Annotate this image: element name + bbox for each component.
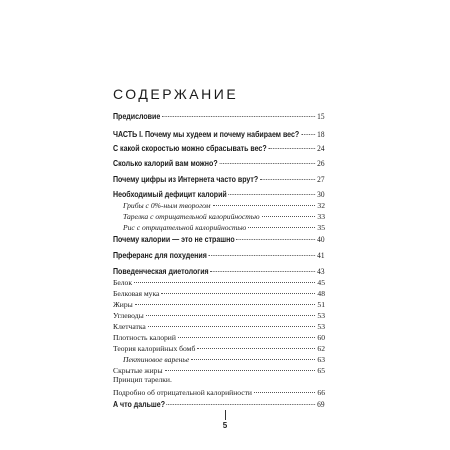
toc-entry-title: Почему калории — это не страшно (113, 235, 235, 245)
dot-leader (262, 208, 316, 217)
dot-leader (148, 318, 316, 327)
toc-entry-title: Преферанс для похудения (113, 251, 207, 261)
toc-entry-title: Грибы с 0%-ным творогом (123, 200, 211, 210)
page-number: 5 (222, 421, 228, 430)
toc-page-number: 27 (317, 174, 325, 185)
toc-page-number: 15 (317, 111, 325, 122)
toc-entry (113, 173, 325, 184)
dot-leader (162, 108, 315, 117)
dot-leader (146, 307, 316, 316)
dot-leader (228, 186, 315, 195)
toc-page-number: 18 (317, 129, 325, 140)
toc-entry-title: ЧАСТЬ I. Почему мы худеем и почему набираем вес? (113, 130, 300, 140)
toc-page-number: 24 (317, 143, 325, 154)
toc-entry-title: Белок (113, 277, 133, 287)
toc-entry-title: Подробно об отрицательной калорийности (113, 387, 252, 397)
toc-entry-title: Клетчатка (113, 321, 146, 331)
dot-leader (167, 396, 316, 405)
toc-entry-title: Углеводы (113, 310, 144, 320)
toc-entry-title: Пектиновое варенье (123, 354, 190, 364)
toc-entry-title: Принцип тарелки. (113, 375, 172, 384)
toc-entry-preface (113, 110, 325, 121)
page-title: СОДЕРЖАНИЕ (113, 86, 239, 102)
toc-page-number: 65 (317, 365, 325, 375)
toc-entry-title: Предисловие (113, 112, 161, 122)
toc-entry (113, 233, 325, 244)
dot-leader (260, 171, 316, 180)
toc-subentry (113, 221, 325, 232)
toc-entry-title: Тарелка с отрицательной калорийностью (123, 211, 260, 221)
toc-entry-title: С какой скоростью можно сбрасывать вес? (113, 144, 267, 154)
toc-entry-title: Рис с отрицательной калорийностью (123, 222, 247, 232)
toc-entry-title: Белковая мука (113, 288, 160, 298)
toc-page-number: 63 (317, 354, 325, 364)
toc-page-number: 33 (317, 211, 325, 221)
toc-subentry (113, 386, 325, 397)
toc-page-number: 69 (317, 399, 325, 410)
toc-page-number: 32 (317, 200, 325, 210)
dot-leader (209, 247, 316, 256)
dot-leader (219, 155, 315, 164)
dot-leader (213, 197, 316, 206)
toc-page-number: 30 (317, 189, 325, 200)
dot-leader (248, 219, 315, 228)
dot-leader (301, 126, 315, 135)
dot-leader (135, 296, 316, 305)
toc-page-number: 43 (317, 266, 325, 277)
dot-leader (268, 140, 315, 149)
toc-entry-title: Теория калорийных бомб (113, 343, 196, 353)
toc-subentry (113, 364, 325, 375)
toc-page-number: 41 (317, 250, 325, 261)
toc-entry-title: А что дальше? (113, 400, 166, 410)
toc-page-number: 48 (317, 288, 325, 298)
toc-subentry (113, 375, 325, 384)
dot-leader (165, 362, 316, 371)
toc-entry (113, 249, 325, 260)
dot-leader (178, 329, 315, 338)
toc-entry-title: Скрытые жиры (113, 365, 163, 375)
toc-page-number: 60 (317, 332, 325, 342)
dot-leader (134, 274, 315, 283)
dot-leader (210, 263, 315, 272)
dot-leader (254, 384, 315, 393)
toc-page-number: 26 (317, 158, 325, 169)
toc-entry (113, 142, 325, 153)
dot-leader (236, 231, 315, 240)
toc-entry-title: Сколько калорий вам можно? (113, 159, 218, 169)
toc-entry-title: Плотность калорий (113, 332, 176, 342)
dot-leader (161, 285, 315, 294)
toc-page-number: 45 (317, 277, 325, 287)
toc-page-number: 51 (317, 299, 325, 309)
toc-entry-title: Почему цифры из Интернета часто врут? (113, 175, 259, 185)
dot-leader (191, 351, 315, 360)
toc-page-number: 53 (317, 310, 325, 320)
dot-leader (197, 340, 315, 349)
toc-entry (113, 157, 325, 168)
toc-page-number: 53 (317, 321, 325, 331)
toc-entry-title: Жиры (113, 299, 133, 309)
toc-page-number: 35 (317, 222, 325, 232)
toc-entry-part-one (113, 128, 325, 139)
toc-page-number: 62 (317, 343, 325, 353)
toc-entry-title: Поведенческая диетология (113, 267, 209, 277)
toc-entry (113, 398, 325, 409)
toc-page-number: 40 (317, 234, 325, 245)
folio-rule (225, 410, 227, 420)
toc-entry-title: Необходимый дефицит калорий (113, 190, 227, 200)
toc-page-number: 66 (317, 387, 325, 397)
